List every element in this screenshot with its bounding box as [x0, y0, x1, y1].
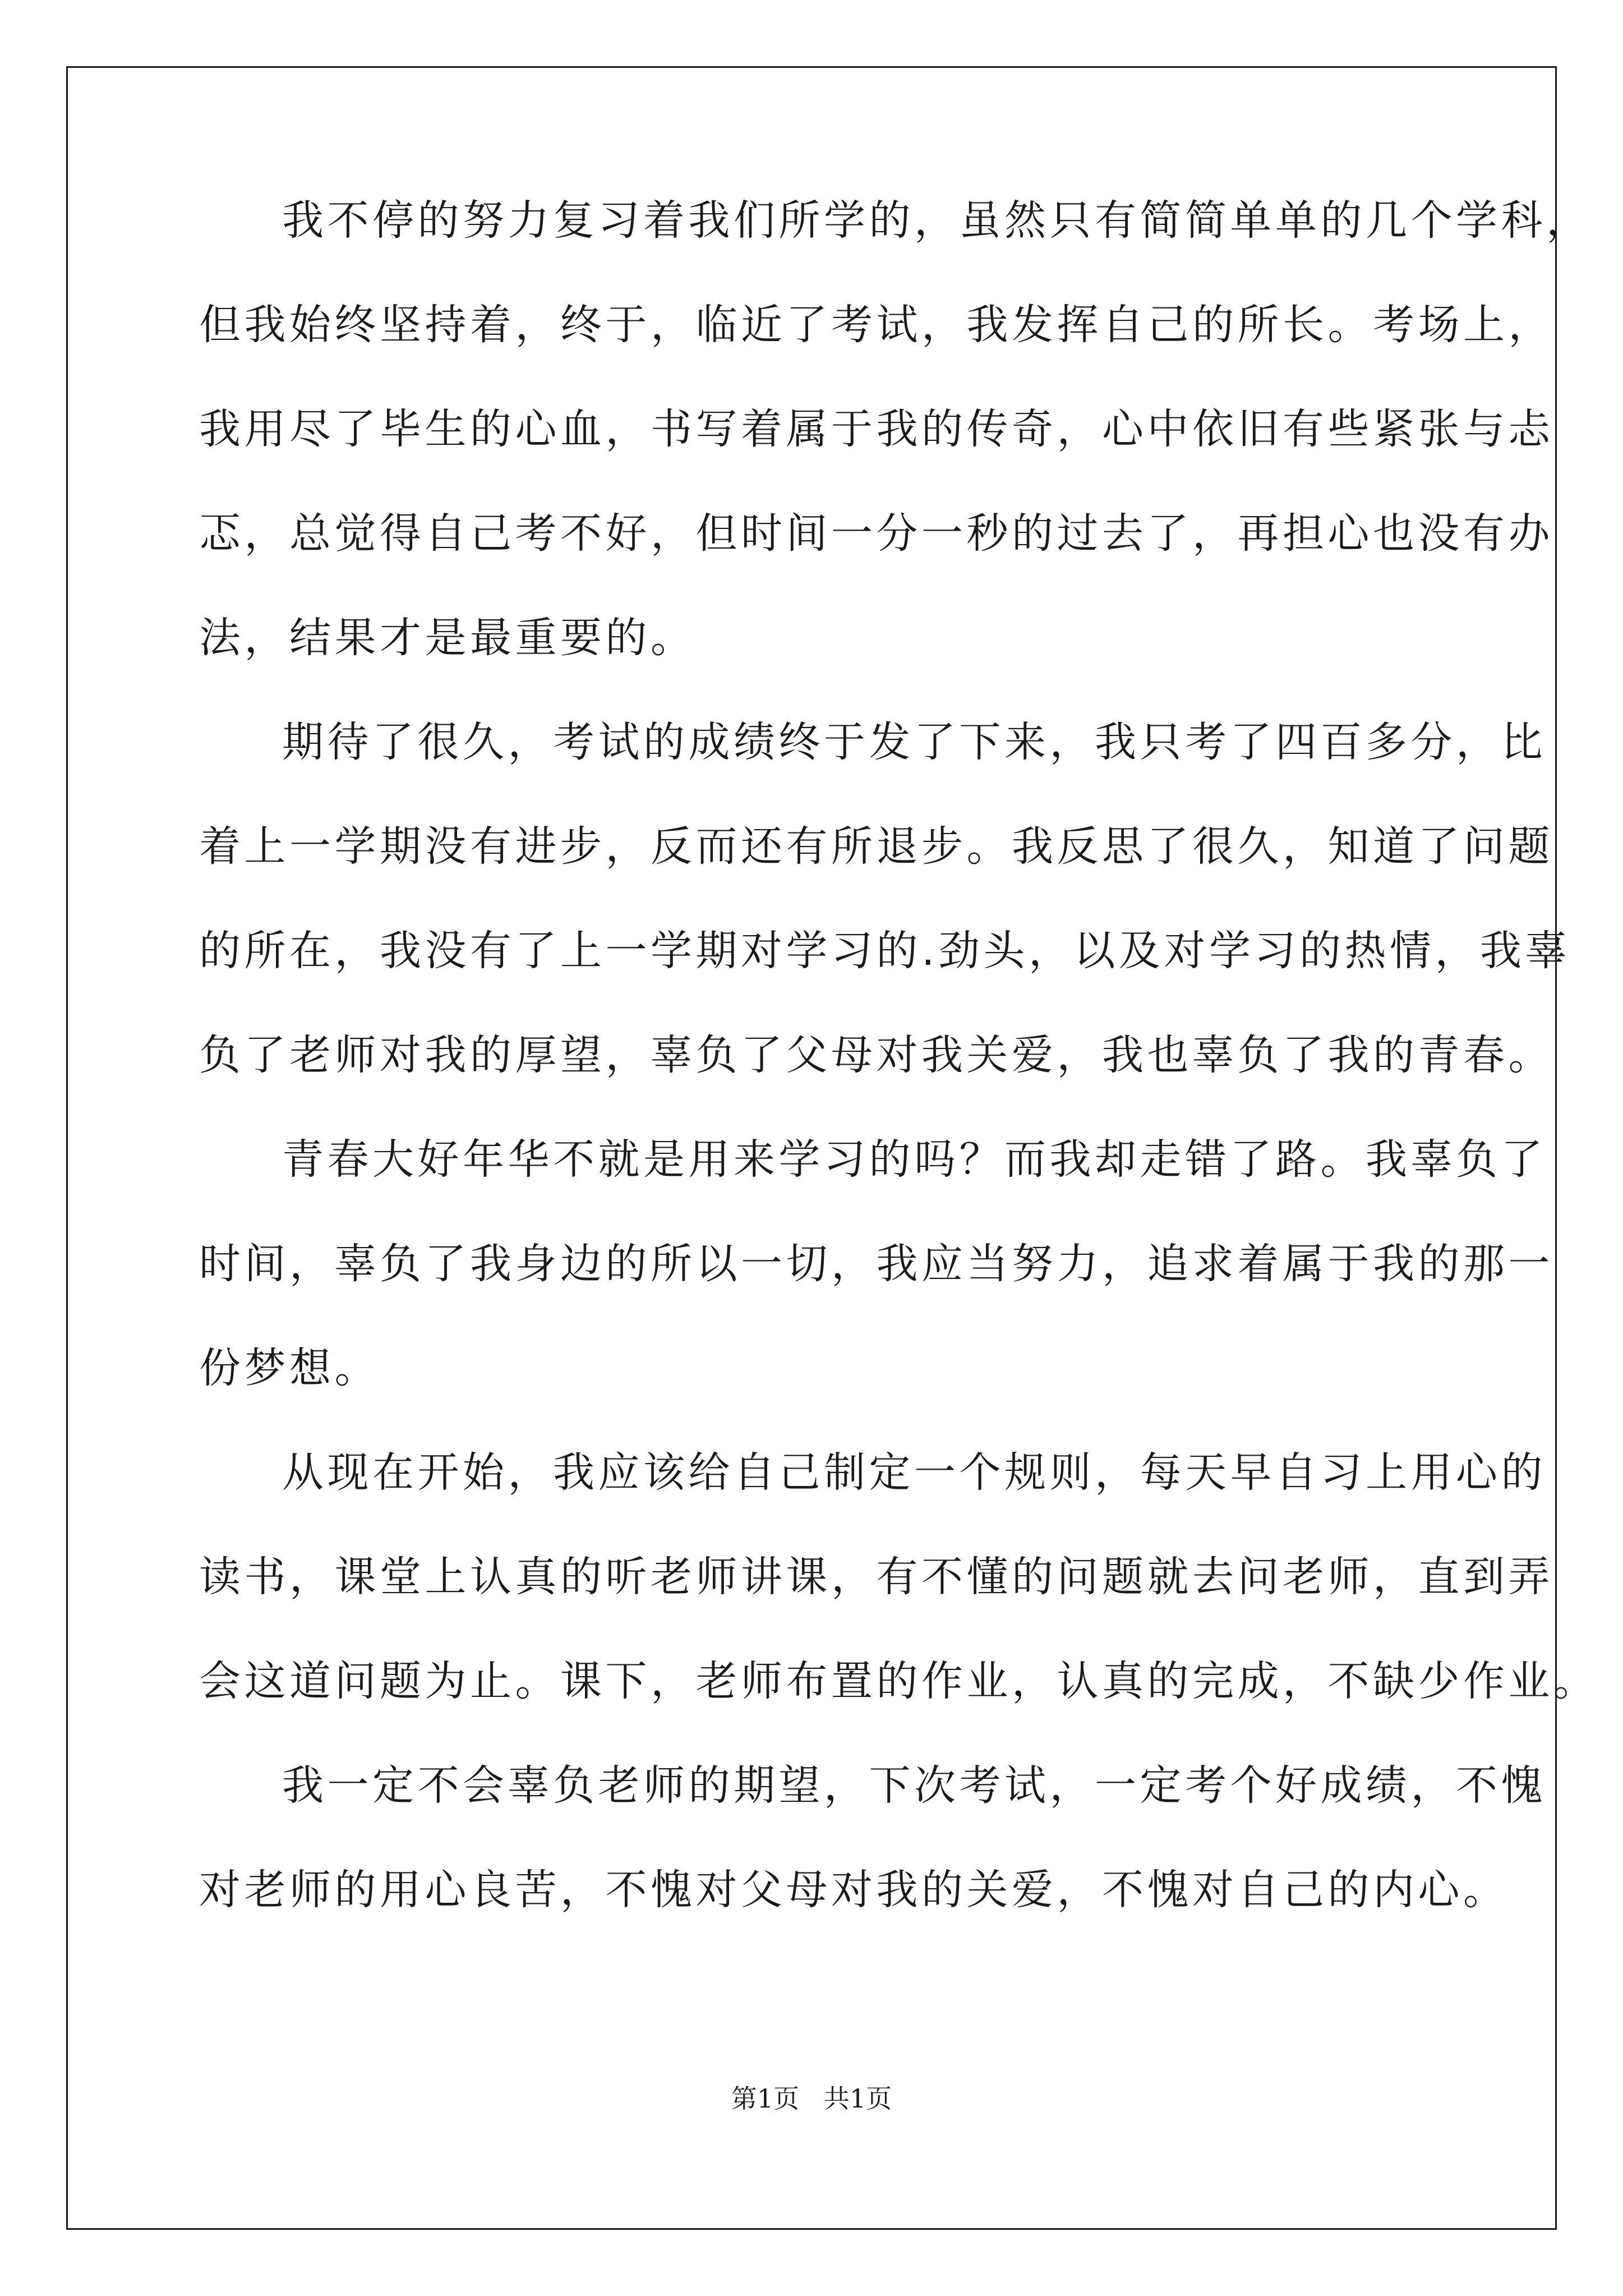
text-line: 负了老师对我的厚望，辜负了父母对我关爱，我也辜负了我的青春。 — [199, 1031, 1553, 1079]
text-line: 我用尽了毕生的心血，书写着属于我的传奇，心中依旧有些紧张与忐 — [199, 405, 1553, 453]
text-line: 会这道问题为止。课下，老师布置的作业，认真的完成，不缺少作业。 — [199, 1657, 1599, 1705]
text-line: 青春大好年华不就是用来学习的吗？而我却走错了路。我辜负了 — [282, 1135, 1546, 1184]
text-line: 着上一学期没有进步，反而还有所退步。我反思了很久，知道了问题 — [199, 822, 1553, 871]
text-line: 期待了很久，考试的成绩终于发了下来，我只考了四百多分，比 — [282, 718, 1546, 766]
text-line: 忑，总觉得自己考不好，但时间一分一秒的过去了，再担心也没有办 — [199, 509, 1553, 558]
text-line: 份梦想。 — [199, 1344, 380, 1392]
text-line: 法，结果才是最重要的。 — [199, 614, 696, 662]
text-line: 我一定不会辜负老师的期望，下次考试，一定考个好成绩，不愧 — [282, 1761, 1546, 1810]
document-body — [199, 168, 1599, 1942]
text-line: 读书，课堂上认真的听老师讲课，有不懂的问题就去问老师，直到弄 — [199, 1553, 1553, 1601]
text-line: 的所在，我没有了上一学期对学习的.劲头，以及对学习的热情，我辜 — [199, 927, 1571, 975]
text-line: 我不停的努力复习着我们所学的，虽然只有简简单单的几个学科， — [282, 196, 1592, 245]
text-line: 对老师的用心良苦，不愧对父母对我的关爱，不愧对自己的内心。 — [199, 1866, 1509, 1914]
text-line: 从现在开始，我应该给自己制定一个规则，每天早自习上用心的 — [282, 1448, 1546, 1497]
text-line: 时间，辜负了我身边的所以一切，我应当努力，追求着属于我的那一 — [199, 1240, 1553, 1288]
page-number-footer: 第1页 共1页 — [731, 2083, 892, 2114]
text-line: 但我始终坚持着，终于，临近了考试，我发挥自己的所长。考场上， — [199, 301, 1553, 349]
